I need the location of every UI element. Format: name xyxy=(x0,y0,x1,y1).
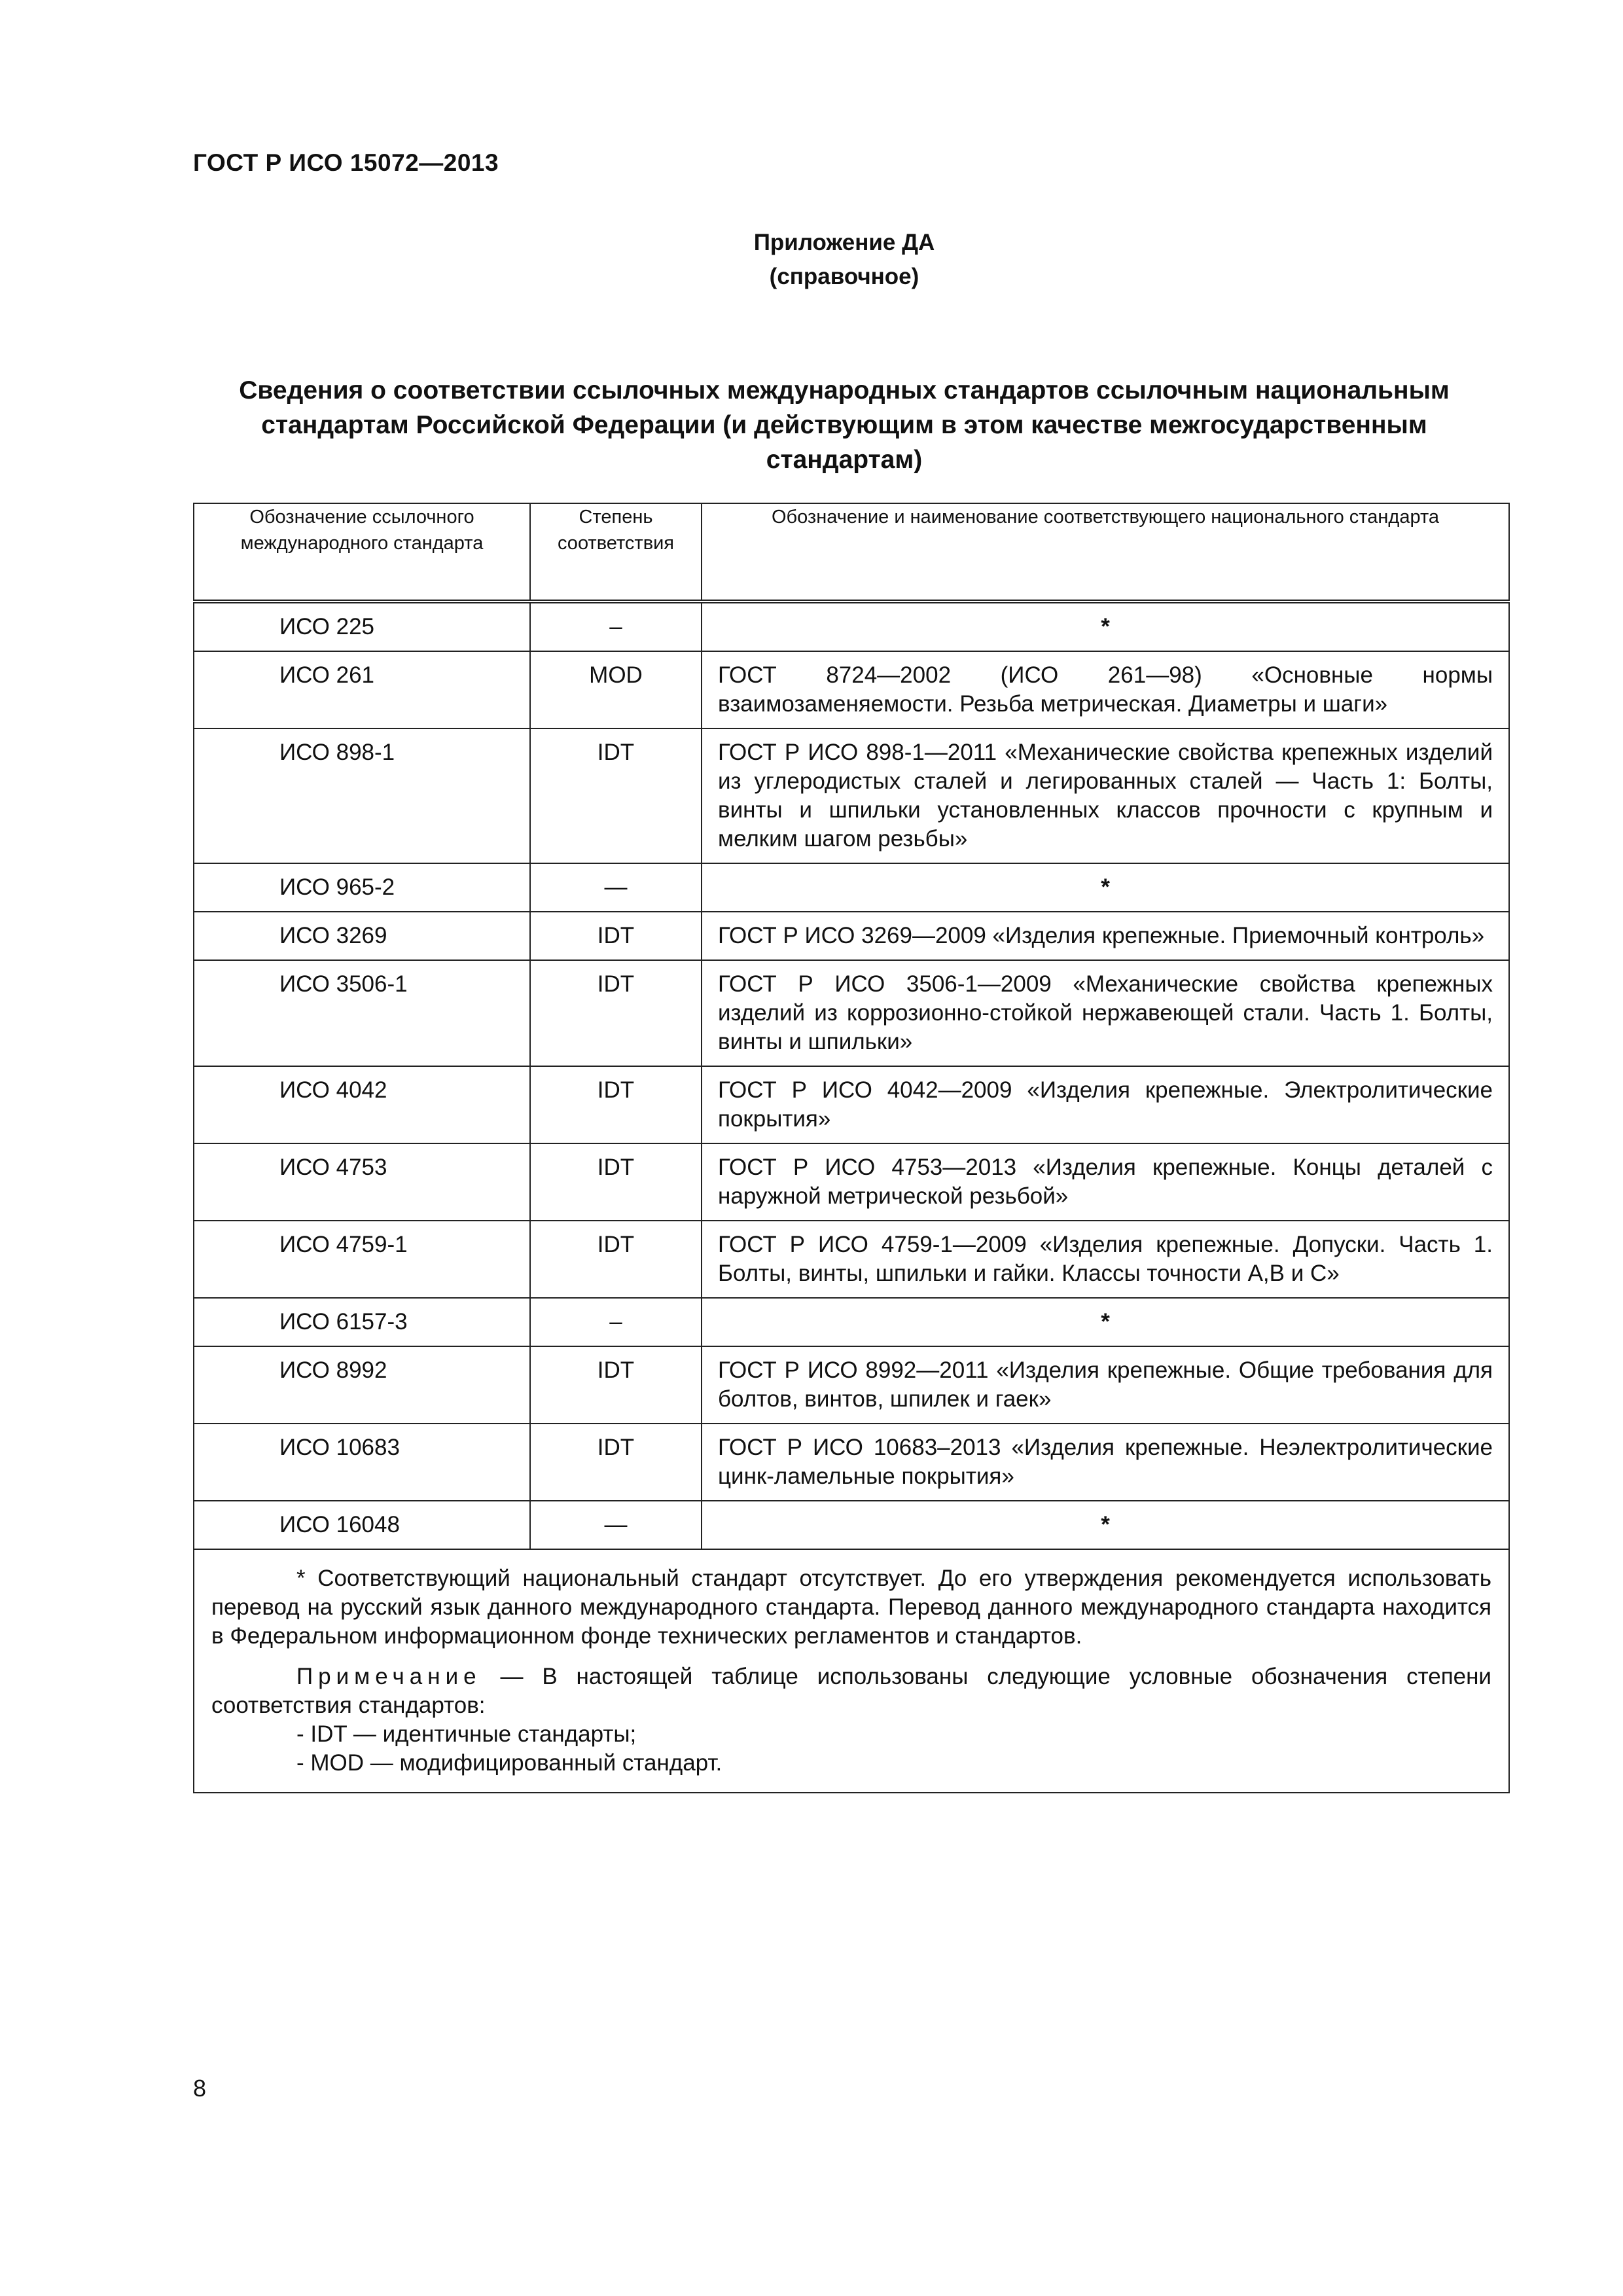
note-text: — В настоящей таблице использованы следующие условные обозначения степени соответствия стандартов: xyxy=(211,1664,1491,1718)
iso-designation: ИСО 4753 xyxy=(194,1143,530,1221)
table-row xyxy=(194,1221,1509,1298)
table-header-row xyxy=(194,503,1509,601)
degree-of-correspondence: – xyxy=(530,601,702,651)
degree-of-correspondence: IDT xyxy=(530,728,702,863)
iso-designation: ИСО 6157-3 xyxy=(194,1298,530,1346)
iso-designation: ИСО 3269 xyxy=(194,912,530,960)
iso-designation: ИСО 10683 xyxy=(194,1424,530,1501)
degree-of-correspondence: — xyxy=(530,1501,702,1549)
correspondence-table xyxy=(193,503,1510,1793)
table-row xyxy=(194,1346,1509,1424)
national-standard: ГОСТ 8724—2002 (ИСО 261—98) «Основные нормы взаимозаменяемости. Резьба метрическая. Диаметры и шаги» xyxy=(702,651,1509,728)
table-footer-row xyxy=(194,1549,1509,1793)
table-row xyxy=(194,1143,1509,1221)
national-standard: * xyxy=(702,863,1509,912)
degree-of-correspondence: IDT xyxy=(530,1221,702,1298)
national-standard: ГОСТ Р ИСО 4753—2013 «Изделия крепежные. Концы деталей с наружной метрической резьбой» xyxy=(702,1143,1509,1221)
national-standard: * xyxy=(702,601,1509,651)
footnote-cell xyxy=(194,1549,1509,1793)
national-standard: ГОСТ Р ИСО 10683–2013 «Изделия крепежные. Неэлектролитические цинк-ламельные покрытия» xyxy=(702,1424,1509,1501)
national-standard: * xyxy=(702,1501,1509,1549)
table-row xyxy=(194,863,1509,912)
iso-designation: ИСО 261 xyxy=(194,651,530,728)
table-row xyxy=(194,912,1509,960)
header-national-standard: Обозначение и наименование соответствующего национального стандарта xyxy=(702,503,1509,601)
national-standard: ГОСТ Р ИСО 3506-1—2009 «Механические свойства крепежных изделий из коррозионно-стойкой нержавеющей стали. Часть 1. Болты, винты и шпильки» xyxy=(702,960,1509,1066)
annex-type: (справочное) xyxy=(769,264,919,289)
national-standard: ГОСТ Р ИСО 3269—2009 «Изделия крепежные. Приемочный контроль» xyxy=(702,912,1509,960)
table-title xyxy=(190,373,1499,477)
iso-designation: ИСО 4042 xyxy=(194,1066,530,1143)
note xyxy=(211,1662,1491,1720)
footnote: * Соответствующий национальный стандарт отсутствует. До его утверждения рекомендуется использовать перевод на русский язык данного международного стандарта. Перевод данного международного стандарта находится в Федеральном информационном фонде технических регламентов и стандартов. xyxy=(211,1566,1491,1649)
degree-of-correspondence: IDT xyxy=(530,1424,702,1501)
national-standard: ГОСТ Р ИСО 4759-1—2009 «Изделия крепежные. Допуски. Часть 1. Болты, винты, шпильки и гайки. Классы точности А,В и С» xyxy=(702,1221,1509,1298)
iso-designation: ИСО 8992 xyxy=(194,1346,530,1424)
annex-title: Приложение ДА xyxy=(753,230,935,255)
degree-of-correspondence: IDT xyxy=(530,1066,702,1143)
page-number: 8 xyxy=(193,2075,207,2102)
table-row xyxy=(194,651,1509,728)
degree-of-correspondence: – xyxy=(530,1298,702,1346)
iso-designation: ИСО 16048 xyxy=(194,1501,530,1549)
iso-designation: ИСО 4759-1 xyxy=(194,1221,530,1298)
national-standard: ГОСТ Р ИСО 8992—2011 «Изделия крепежные. Общие требования для болтов, винтов, шпилек и гаек» xyxy=(702,1346,1509,1424)
degree-of-correspondence: IDT xyxy=(530,912,702,960)
table-row xyxy=(194,960,1509,1066)
title-line: Сведения о соответствии ссылочных международных стандартов ссылочным национальным xyxy=(239,376,1450,404)
degree-of-correspondence: IDT xyxy=(530,960,702,1066)
table-row xyxy=(194,728,1509,863)
national-standard: * xyxy=(702,1298,1509,1346)
title-line: стандартам Российской Федерации (и действующим в этом качестве межгосударственным xyxy=(261,411,1427,439)
national-standard: ГОСТ Р ИСО 4042—2009 «Изделия крепежные. Электролитические покрытия» xyxy=(702,1066,1509,1143)
degree-of-correspondence: IDT xyxy=(530,1143,702,1221)
degree-of-correspondence: MOD xyxy=(530,651,702,728)
iso-designation: ИСО 3506-1 xyxy=(194,960,530,1066)
table-row xyxy=(194,1424,1509,1501)
iso-designation: ИСО 225 xyxy=(194,601,530,651)
iso-designation: ИСО 898-1 xyxy=(194,728,530,863)
note-item-idt: - IDT — идентичные стандарты; xyxy=(296,1721,637,1747)
note-item-mod: - MOD — модифицированный стандарт. xyxy=(296,1750,722,1776)
degree-of-correspondence: — xyxy=(530,863,702,912)
iso-designation: ИСО 965-2 xyxy=(194,863,530,912)
note-label: Примечание xyxy=(296,1664,482,1689)
table-row xyxy=(194,1501,1509,1549)
table-row xyxy=(194,1298,1509,1346)
degree-of-correspondence: IDT xyxy=(530,1346,702,1424)
table-row xyxy=(194,1066,1509,1143)
header-iso-designation: Обозначение ссылочного международного стандарта xyxy=(194,503,530,601)
header-degree: Степень соответствия xyxy=(530,503,702,601)
national-standard: ГОСТ Р ИСО 898-1—2011 «Механические свойства крепежных изделий из углеродистых сталей и легированных сталей — Часть 1: Болты, винты и шпильки установленных классов прочности с крупным и мелким шагом резьбы» xyxy=(702,728,1509,863)
table-row xyxy=(194,601,1509,651)
title-line: стандартам) xyxy=(766,446,923,474)
document-code: ГОСТ Р ИСО 15072—2013 xyxy=(193,149,499,176)
annex-heading xyxy=(0,226,1623,294)
